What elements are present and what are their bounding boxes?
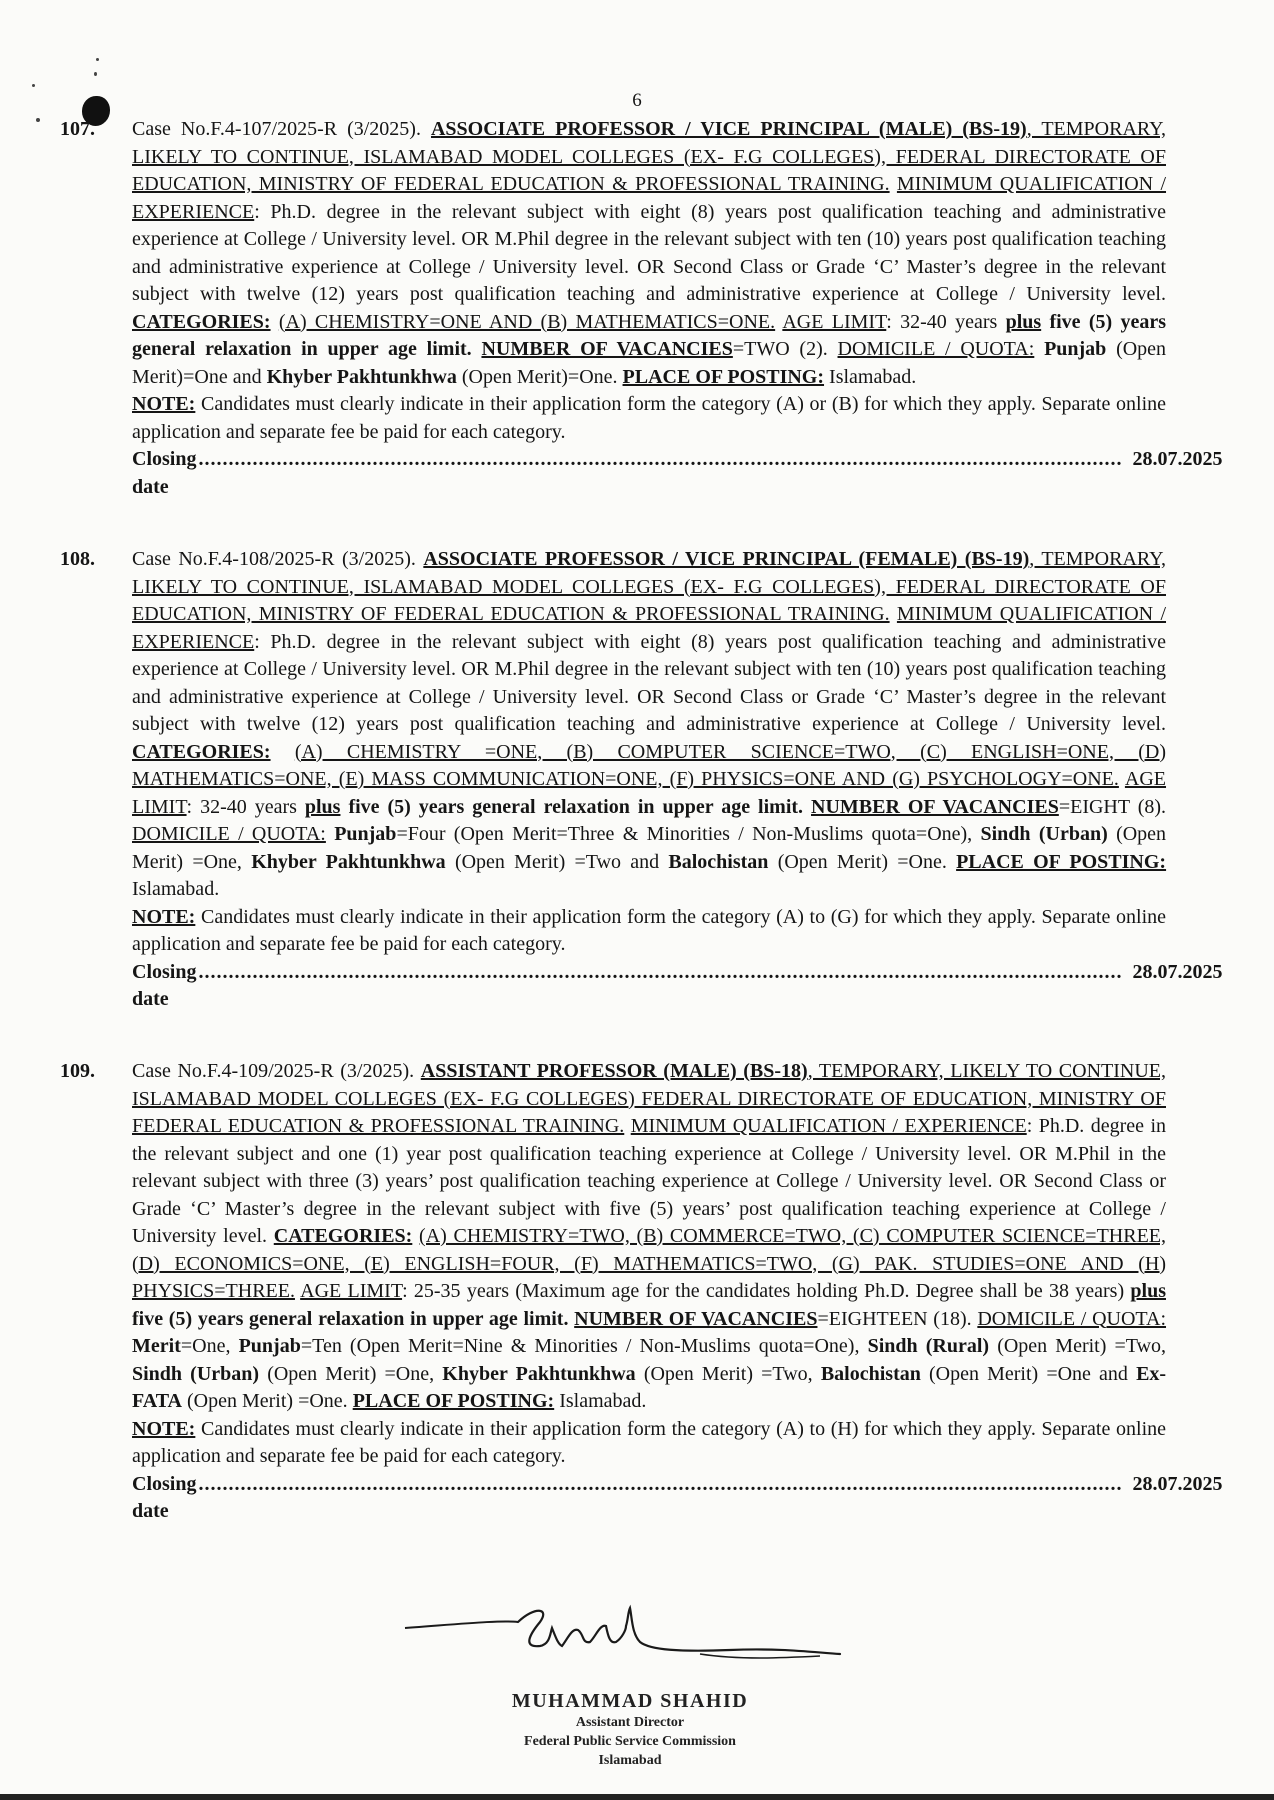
categories-text: (A) CHEMISTRY=ONE AND (B) MATHEMATICS=ONE. xyxy=(278,310,776,333)
closing-date-label: Closing date xyxy=(132,448,197,498)
quota-region: Punjab xyxy=(334,823,397,845)
closing-date-row xyxy=(132,446,1223,501)
quota-detail: (Open Merit) =Two, xyxy=(997,1335,1167,1357)
categories-text: (A) CHEMISTRY=TWO, (B) COMMERCE=TWO, (C) COMPUTER SCIENCE=THREE, (D) ECONOMICS=ONE, (E) ENGLISH=FOUR, (F) MATHEMATICS=TWO, (G) PAK. STUDIES=ONE AND (H) PHYSICS=THREE. xyxy=(132,1225,1167,1302)
quota-region: Khyber Pakhtunkhwa xyxy=(266,365,457,388)
case-reference: Case No.F.4-109/2025-R (3/2025). xyxy=(132,1060,415,1082)
scan-speck xyxy=(96,58,99,61)
qualification-label: MINIMUM QUALIFICATION / EXPERIENCE xyxy=(132,603,1167,653)
closing-date: 28.07.2025 xyxy=(1132,1472,1223,1495)
quota-region: Punjab xyxy=(1044,338,1107,360)
quota-region: Khyber Pakhtunkhwa xyxy=(442,1362,636,1385)
quota-detail: (Open Merit)=One and xyxy=(132,338,1167,388)
closing-date-row xyxy=(132,959,1223,1014)
quota-detail: (Open Merit)=One. xyxy=(461,365,618,388)
qualification-label: MINIMUM QUALIFICATION / EXPERIENCE xyxy=(630,1115,1027,1137)
post-title: ASSISTANT PROFESSOR (MALE) (BS-18) xyxy=(420,1060,808,1082)
quota-region: Khyber Pakhtunkhwa xyxy=(251,850,446,873)
qualification-text: : Ph.D. degree in the relevant subject with eight (8) years post qualification teaching and administrative experience at College / University level. OR M.Phil degree in the relevant subject with ten (10) years post qualification teaching and administrative experience at College / University level. OR Second Class or Grade ‘C’ Master’s degree in the relevant subject with twelve (12) years post qualification teaching and administrative experience at College / University level. xyxy=(132,200,1166,305)
leader-dots: .......................................................................................................................................................... xyxy=(198,448,1123,470)
case-entry-107 xyxy=(60,116,1223,501)
domicile-label: DOMICILE / QUOTA: xyxy=(977,1307,1167,1330)
vacancies-text: =EIGHT (8). xyxy=(1058,795,1167,818)
posting-label: PLACE OF POSTING: xyxy=(622,365,825,388)
age-limit-text: : 32-40 years xyxy=(186,795,297,818)
quota-region: Balochistan xyxy=(820,1362,921,1385)
entry-number: 108. xyxy=(60,548,95,570)
case-entry-108 xyxy=(60,546,1223,1014)
quota-region: Sindh (Urban) xyxy=(132,1362,260,1385)
post-title: ASSOCIATE PROFESSOR / VICE PRINCIPAL (MALE) (BS-19) xyxy=(430,118,1027,140)
domicile-label: DOMICILE / QUOTA: xyxy=(132,823,326,845)
entry-body xyxy=(132,546,1223,1014)
age-limit-label: AGE LIMIT xyxy=(782,310,887,333)
scan-speck xyxy=(32,84,35,87)
signatory-block xyxy=(440,1690,820,1770)
quota-detail: =One, xyxy=(180,1335,231,1357)
posting-text: Islamabad. xyxy=(559,1390,647,1412)
quota-detail: (Open Merit) =One. xyxy=(187,1390,348,1412)
relaxation-text: five (5) years general relaxation in upper age limit. xyxy=(132,1307,569,1330)
leader-dots: .......................................................................................................................................................... xyxy=(198,960,1123,983)
relaxation-text: five (5) years general relaxation in upper age limit. xyxy=(132,310,1167,360)
post-nature: , TEMPORARY, LIKELY TO CONTINUE, ISLAMABAD MODEL COLLEGES (EX- F.G COLLEGES), FEDERAL DIRECTORATE OF EDUCATION, MINISTRY OF FEDERAL EDUCATION & PROFESSIONAL TRAINING. xyxy=(132,118,1167,195)
quota-detail: =Ten (Open Merit=Nine & Minorities / Non-Muslims quota=One), xyxy=(300,1335,860,1357)
domicile-label: DOMICILE / QUOTA: xyxy=(837,338,1035,360)
relaxation-text: five (5) years general relaxation in upper age limit. xyxy=(348,795,804,818)
age-limit-text: : 25-35 years (Maximum age for the candidates holding Ph.D. Degree shall be 38 years) xyxy=(402,1280,1125,1302)
age-limit-text: : 32-40 years xyxy=(886,310,998,333)
entry-number: 109. xyxy=(60,1060,95,1082)
case-reference: Case No.F.4-107/2025-R (3/2025). xyxy=(132,118,421,140)
qualification-label: MINIMUM QUALIFICATION / EXPERIENCE xyxy=(132,173,1167,223)
vacancies-label: NUMBER OF VACANCIES xyxy=(481,338,733,360)
closing-date-row xyxy=(132,1471,1223,1526)
quota-detail: (Open Merit) =One and xyxy=(929,1362,1128,1385)
quota-region: Sindh (Rural) xyxy=(867,1335,990,1357)
quota-region: Balochistan xyxy=(668,850,769,873)
categories-label: CATEGORIES: xyxy=(273,1225,413,1247)
quota-detail: (Open Merit) =Two and xyxy=(454,850,660,873)
quota-region: Merit xyxy=(132,1335,181,1357)
entry-body xyxy=(132,1058,1223,1526)
signatory-name: MUHAMMAD SHAHID xyxy=(511,1690,749,1712)
closing-date-label: Closing date xyxy=(132,960,197,1010)
quota-detail: (Open Merit) =One, xyxy=(267,1362,435,1385)
posting-label: PLACE OF POSTING: xyxy=(352,1390,555,1412)
closing-date: 28.07.2025 xyxy=(1132,960,1223,983)
closing-date: 28.07.2025 xyxy=(1132,448,1223,470)
signatory-organization: Federal Public Service Commission xyxy=(524,1734,736,1749)
note-label: NOTE: xyxy=(132,1417,196,1440)
scan-speck xyxy=(36,118,40,122)
note-text: Candidates must clearly indicate in their application form the category (A) to (G) for which they apply. Separate online application and separate fee be paid for each category. xyxy=(132,905,1166,955)
posting-label: PLACE OF POSTING: xyxy=(956,850,1167,873)
closing-date-label: Closing date xyxy=(132,1472,197,1522)
plus-word: plus xyxy=(304,795,341,818)
signatory-location: Islamabad xyxy=(598,1753,662,1768)
page-number: 6 xyxy=(632,90,642,111)
vacancies-label: NUMBER OF VACANCIES xyxy=(574,1307,818,1330)
leader-dots: .......................................................................................................................................................... xyxy=(198,1472,1123,1495)
entry-body xyxy=(132,116,1223,501)
posting-text: Islamabad. xyxy=(829,365,917,388)
vacancies-text: =TWO (2). xyxy=(732,338,828,360)
quota-detail: (Open Merit) =Two, xyxy=(643,1362,813,1385)
categories-text: (A) CHEMISTRY =ONE, (B) COMPUTER SCIENCE=TWO, (C) ENGLISH=ONE, (D) MATHEMATICS=ONE, (E) MASS COMMUNICATION=ONE, (F) PHYSICS=ONE AND (G) PSYCHOLOGY=ONE. xyxy=(132,740,1166,790)
entry-number: 107. xyxy=(60,118,95,140)
post-nature: , TEMPORARY, LIKELY TO CONTINUE, ISLAMABAD MODEL COLLEGES (EX- F.G COLLEGES) FEDERAL DIRECTORATE OF EDUCATION, MINISTRY OF FEDERAL EDUCATION & PROFESSIONAL TRAINING. xyxy=(132,1060,1167,1137)
note-label: NOTE: xyxy=(132,905,196,928)
quota-region: Sindh (Urban) xyxy=(980,823,1108,845)
note-text: Candidates must clearly indicate in their application form the category (A) to (H) for which they apply. Separate online application and separate fee be paid for each category. xyxy=(132,1417,1166,1467)
signatory-designation: Assistant Director xyxy=(575,1715,685,1730)
posting-text: Islamabad. xyxy=(132,878,220,900)
plus-word: plus xyxy=(1130,1280,1166,1302)
handwritten-signature xyxy=(400,1598,860,1698)
post-title: ASSOCIATE PROFESSOR / VICE PRINCIPAL (FEMALE) (BS-19) xyxy=(423,548,1030,570)
quota-region: Ex-FATA xyxy=(132,1362,1167,1412)
scan-speck xyxy=(94,72,97,76)
qualification-text: : Ph.D. degree in the relevant subject with eight (8) years post qualification teaching and administrative experience at College / University level. OR M.Phil degree in the relevant subject with ten (10) years post qualification teaching and administrative experience at College / University level. OR Second Class or Grade ‘C’ Master’s degree in the relevant subject with twelve (12) years post qualification teaching and administrative experience at College / University level. xyxy=(132,630,1166,735)
quota-region: Punjab xyxy=(238,1335,301,1357)
note-text: Candidates must clearly indicate in their application form the category (A) or (B) for which they apply. Separate online application and separate fee be paid for each category. xyxy=(132,393,1166,443)
vacancies-label: NUMBER OF VACANCIES xyxy=(811,795,1059,818)
note-label: NOTE: xyxy=(132,393,196,415)
qualification-text: : Ph.D. degree in the relevant subject and one (1) year post qualification teaching experience at College / University level. OR M.Phil in the relevant subject with three (3) years’ post qualification teaching experience at College / University level. OR Second Class or Grade ‘C’ Master’s degree in the relevant subject with five (5) years’ post qualification teaching experience at College / University level. xyxy=(132,1115,1166,1247)
plus-word: plus xyxy=(1005,310,1042,333)
signature-drawing xyxy=(400,1598,860,1698)
quota-detail: (Open Merit) =One, xyxy=(132,823,1167,873)
case-reference: Case No.F.4-108/2025-R (3/2025). xyxy=(132,548,416,570)
quota-detail: (Open Merit) =One. xyxy=(777,850,947,873)
post-nature: , TEMPORARY, LIKELY TO CONTINUE, ISLAMABAD MODEL COLLEGES (EX- F.G COLLEGES), FEDERAL DIRECTORATE OF EDUCATION, MINISTRY OF FEDERAL EDUCATION & PROFESSIONAL TRAINING. xyxy=(132,548,1167,625)
quota-detail: =Four (Open Merit=Three & Minorities / Non-Muslims quota=One), xyxy=(396,823,973,845)
categories-label: CATEGORIES: xyxy=(132,740,271,763)
categories-label: CATEGORIES: xyxy=(132,310,271,333)
age-limit-label: AGE LIMIT xyxy=(300,1280,403,1302)
case-entry-109 xyxy=(60,1058,1223,1526)
scan-bottom-edge xyxy=(0,1794,1274,1800)
vacancies-text: =EIGHTEEN (18). xyxy=(817,1307,972,1330)
age-limit-label: AGE LIMIT xyxy=(132,768,1167,818)
